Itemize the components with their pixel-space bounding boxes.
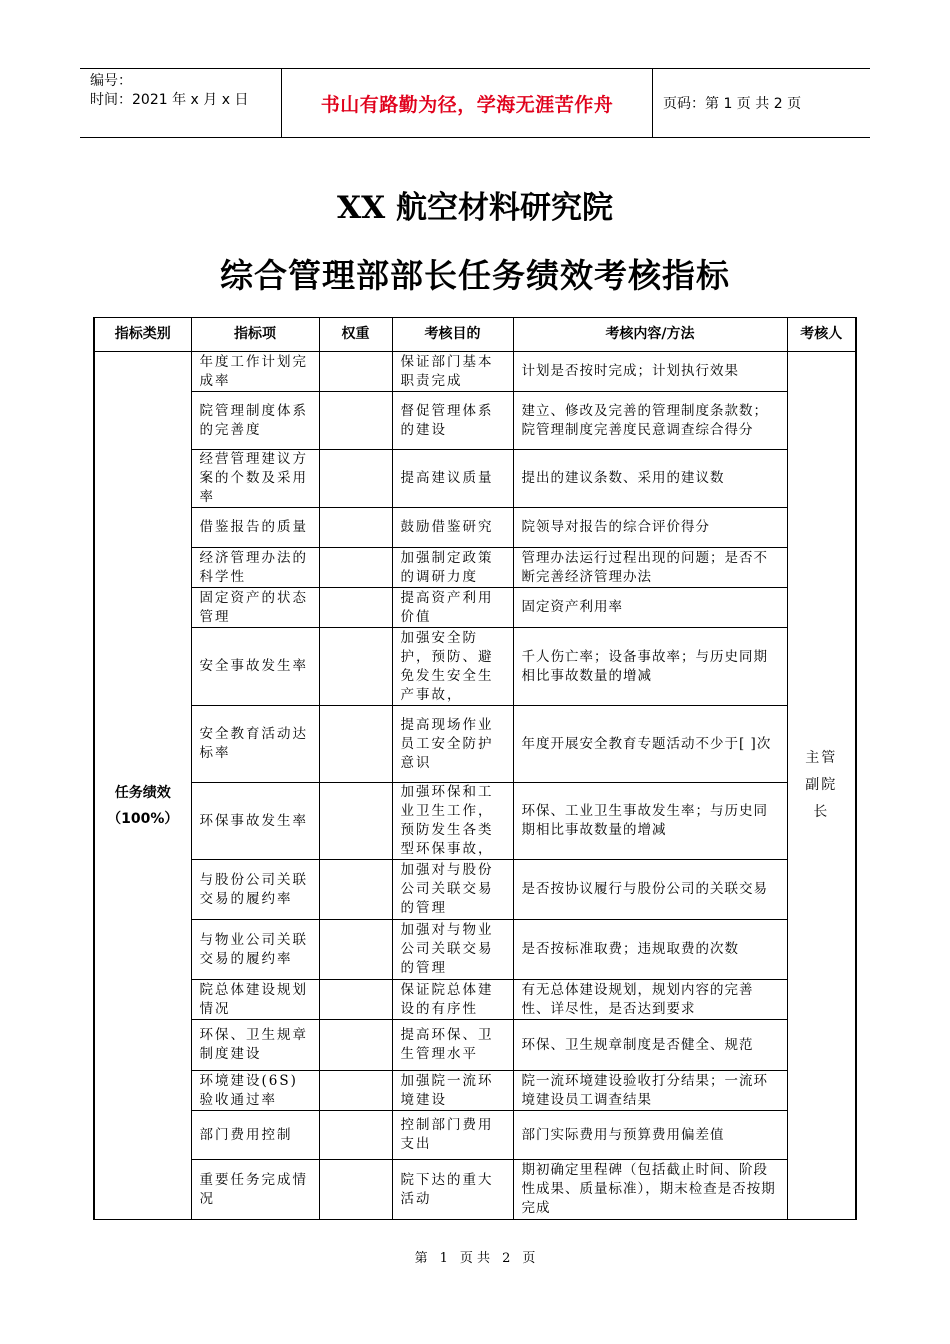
indicator-item-cell: 环保、卫生规章制度建设 <box>191 1020 319 1071</box>
page-subtitle: 综合管理部部长任务绩效考核指标 <box>220 256 730 295</box>
content-cell: 计划是否按时完成；计划执行效果 <box>513 352 787 392</box>
table-row <box>94 920 856 980</box>
indicator-item-cell: 与股份公司关联交易的履约率 <box>191 860 319 920</box>
category-cell <box>94 352 191 1220</box>
weight-cell <box>319 920 392 980</box>
purpose-cell: 鼓励借鉴研究 <box>392 508 513 548</box>
page-footer <box>0 1247 950 1266</box>
footer-prefix: 第 <box>414 1251 428 1266</box>
weight-cell <box>319 860 392 920</box>
purpose-cell: 加强环保和工业卫生工作，预防发生各类型环保事故， <box>392 783 513 860</box>
purpose-cell: 保证部门基本职责完成 <box>392 352 513 392</box>
table-row <box>94 628 856 706</box>
header-motto <box>282 69 653 137</box>
table-row <box>94 450 856 508</box>
document-header <box>80 68 870 138</box>
table-row <box>94 706 856 783</box>
header-weight: 权重 <box>319 318 392 352</box>
content-cell: 管理办法运行过程出现的问题；是否不断完善经济管理办法 <box>513 548 787 588</box>
category-weight: （100%） <box>107 810 179 827</box>
purpose-cell: 控制部门费用支出 <box>392 1111 513 1160</box>
weight-cell <box>319 1160 392 1220</box>
purpose-cell: 院下达的重大活动 <box>392 1160 513 1220</box>
footer-middle: 页 共 <box>459 1251 491 1266</box>
footer-suffix: 页 <box>522 1251 536 1266</box>
content-cell: 建立、修改及完善的管理制度条款数；院管理制度完善度民意调查综合得分 <box>513 392 787 450</box>
content-cell: 有无总体建设规划，规划内容的完善性、详尽性，是否达到要求 <box>513 980 787 1020</box>
purpose-cell: 保证院总体建设的有序性 <box>392 980 513 1020</box>
content-cell: 期初确定里程碑（包括截止时间、阶段性成果、质量标准），期末检查是否按期完成 <box>513 1160 787 1220</box>
weight-cell <box>319 588 392 628</box>
purpose-cell: 加强安全防护，预防、避免发生安全生产事故， <box>392 628 513 706</box>
indicator-item-cell: 环境建设(6S)验收通过率 <box>191 1071 319 1111</box>
content-cell: 固定资产利用率 <box>513 588 787 628</box>
purpose-cell: 提高建议质量 <box>392 450 513 508</box>
weight-cell <box>319 548 392 588</box>
content-cell: 是否按协议履行与股份公司的关联交易 <box>513 860 787 920</box>
weight-cell <box>319 783 392 860</box>
purpose-cell: 提高现场作业员工安全防护意识 <box>392 706 513 783</box>
content-cell: 环保、工业卫生事故发生率；与历史同期相比事故数量的增减 <box>513 783 787 860</box>
table-row <box>94 1111 856 1160</box>
indicator-item-cell: 固定资产的状态管理 <box>191 588 319 628</box>
purpose-cell: 提高资产利用价值 <box>392 588 513 628</box>
table-row <box>94 588 856 628</box>
indicator-item-cell: 安全教育活动达标率 <box>191 706 319 783</box>
table-row <box>94 392 856 450</box>
indicator-item-cell: 年度工作计划完成率 <box>191 352 319 392</box>
table-row <box>94 508 856 548</box>
indicator-item-cell: 重要任务完成情况 <box>191 1160 319 1220</box>
purpose-cell: 加强对与物业公司关联交易的管理 <box>392 920 513 980</box>
indicator-item-cell: 经济管理办法的科学性 <box>191 548 319 588</box>
indicator-item-cell: 经营管理建议方案的个数及采用率 <box>191 450 319 508</box>
weight-cell <box>319 352 392 392</box>
weight-cell <box>319 1071 392 1111</box>
table-row <box>94 1071 856 1111</box>
indicator-item-cell: 部门费用控制 <box>191 1111 319 1160</box>
indicator-item-cell: 与物业公司关联交易的履约率 <box>191 920 319 980</box>
weight-cell <box>319 980 392 1020</box>
content-cell: 院一流环境建设验收打分结果；一流环境建设员工调查结果 <box>513 1071 787 1111</box>
table-row <box>94 1160 856 1220</box>
purpose-cell: 提高环保、卫生管理水平 <box>392 1020 513 1071</box>
content-cell: 年度开展安全教育专题活动不少于[ ]次 <box>513 706 787 783</box>
table-header-row <box>94 318 856 352</box>
weight-cell <box>319 392 392 450</box>
purpose-cell: 加强对与股份公司关联交易的管理 <box>392 860 513 920</box>
content-cell: 环保、卫生规章制度是否健全、规范 <box>513 1020 787 1071</box>
purpose-cell: 加强院一流环境建设 <box>392 1071 513 1111</box>
weight-cell <box>319 508 392 548</box>
weight-cell <box>319 628 392 706</box>
header-content: 考核内容/方法 <box>513 318 787 352</box>
footer-page-total: 2 <box>502 1251 511 1266</box>
content-cell: 是否按标准取费；违规取费的次数 <box>513 920 787 980</box>
content-cell: 部门实际费用与预算费用偏差值 <box>513 1111 787 1160</box>
header-item: 指标项 <box>191 318 319 352</box>
table-row <box>94 1020 856 1071</box>
table-row <box>94 860 856 920</box>
purpose-cell: 加强制定政策的调研力度 <box>392 548 513 588</box>
table-row <box>94 980 856 1020</box>
kpi-table <box>93 317 857 1220</box>
header-meta <box>80 69 282 137</box>
indicator-item-cell: 院管理制度体系的完善度 <box>191 392 319 450</box>
weight-cell <box>319 1020 392 1071</box>
indicator-item-cell: 借鉴报告的质量 <box>191 508 319 548</box>
indicator-item-cell: 环保事故发生率 <box>191 783 319 860</box>
assessor-cell: 主管副院长 <box>787 352 856 1220</box>
weight-cell <box>319 706 392 783</box>
content-cell: 提出的建议条数、采用的建议数 <box>513 450 787 508</box>
table-row <box>94 783 856 860</box>
content-cell: 千人伤亡率；设备事故率；与历史同期相比事故数量的增减 <box>513 628 787 706</box>
header-category: 指标类别 <box>94 318 191 352</box>
header-assessor: 考核人 <box>787 318 856 352</box>
time-label: 时间：2021 年 x 月 x 日 <box>90 92 249 108</box>
page-title: XX 航空材料研究院 <box>337 190 613 226</box>
number-label: 编号： <box>90 73 132 89</box>
table-row <box>94 352 856 392</box>
table-row <box>94 548 856 588</box>
purpose-cell: 督促管理体系的建设 <box>392 392 513 450</box>
indicator-item-cell: 院总体建设规划情况 <box>191 980 319 1020</box>
table-body <box>94 352 856 1220</box>
footer-page-number: 1 <box>439 1251 448 1266</box>
weight-cell <box>319 450 392 508</box>
weight-cell <box>319 1111 392 1160</box>
header-page <box>653 69 870 137</box>
indicator-item-cell: 安全事故发生率 <box>191 628 319 706</box>
category-label: 任务绩效 <box>114 784 171 801</box>
motto-text: 书山有路勤为径，学海无涯苦作舟 <box>320 93 614 116</box>
header-purpose: 考核目的 <box>392 318 513 352</box>
page-label: 页码：第 1 页 共 2 页 <box>663 96 802 112</box>
content-cell: 院领导对报告的综合评价得分 <box>513 508 787 548</box>
